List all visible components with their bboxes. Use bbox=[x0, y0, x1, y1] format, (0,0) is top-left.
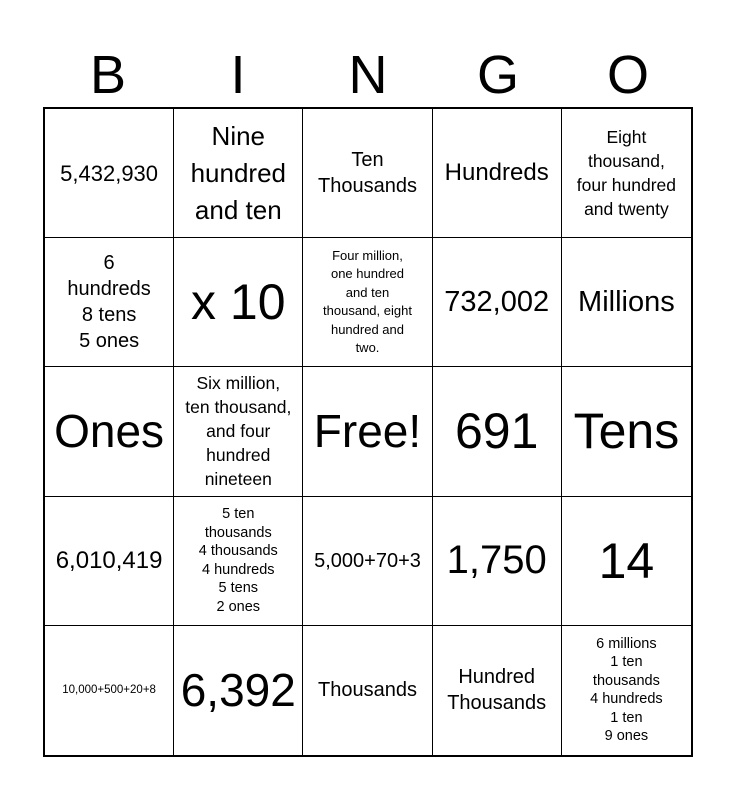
bingo-cell[interactable]: 1,750 bbox=[433, 497, 562, 626]
bingo-cell[interactable]: 6 millions 1 ten thousands 4 hundreds 1 ten 9 ones bbox=[590, 635, 663, 745]
bingo-cell[interactable]: Ones bbox=[45, 367, 174, 496]
bingo-cell[interactable]: 6 hundreds 8 tens 5 ones bbox=[45, 238, 174, 367]
bingo-cell[interactable]: 5,000+70+3 bbox=[303, 497, 432, 626]
bingo-cell[interactable]: 5 ten thousands 4 thousands 4 hundreds 5 tens 2 ones bbox=[174, 497, 303, 626]
free-space[interactable]: Free! bbox=[303, 367, 432, 496]
header-letter-g: G bbox=[476, 45, 519, 105]
bingo-cell[interactable]: Millions bbox=[562, 238, 691, 367]
bingo-cell[interactable]: Nine hundred and ten bbox=[174, 109, 303, 238]
bingo-cell[interactable]: Four million, one hundred and ten thousand, eight hundred and two. bbox=[303, 238, 432, 367]
bingo-cell[interactable]: Ten Thousands bbox=[303, 109, 432, 238]
bingo-cell[interactable]: 10,000+500+20+8 bbox=[45, 626, 174, 755]
header-letter-n: N bbox=[348, 45, 388, 105]
bingo-cell[interactable]: Tens bbox=[562, 367, 691, 496]
bingo-cell[interactable]: Hundred Thousands bbox=[433, 626, 562, 755]
bingo-cell[interactable]: x 10 bbox=[174, 238, 303, 367]
bingo-cell[interactable]: 5,432,930 bbox=[45, 109, 174, 238]
bingo-cell[interactable]: 6,392 bbox=[174, 626, 303, 755]
bingo-cell[interactable]: Thousands bbox=[303, 626, 432, 755]
bingo-cell[interactable]: 14 bbox=[562, 497, 691, 626]
bingo-cell[interactable]: Eight thousand, four hundred and twenty bbox=[562, 109, 691, 238]
bingo-cell[interactable]: 691 bbox=[433, 367, 562, 496]
header-letter-o: O bbox=[606, 45, 649, 105]
bingo-cell[interactable]: 6,010,419 bbox=[45, 497, 174, 626]
header-letter-i: I bbox=[230, 45, 246, 105]
bingo-card bbox=[43, 107, 693, 757]
bingo-cell[interactable]: Hundreds bbox=[433, 109, 562, 238]
bingo-header bbox=[43, 44, 693, 106]
header-letter-b: B bbox=[89, 45, 127, 105]
bingo-cell[interactable]: 732,002 bbox=[433, 238, 562, 367]
bingo-cell[interactable]: Six million, ten thousand, and four hundred nineteen bbox=[174, 367, 303, 496]
